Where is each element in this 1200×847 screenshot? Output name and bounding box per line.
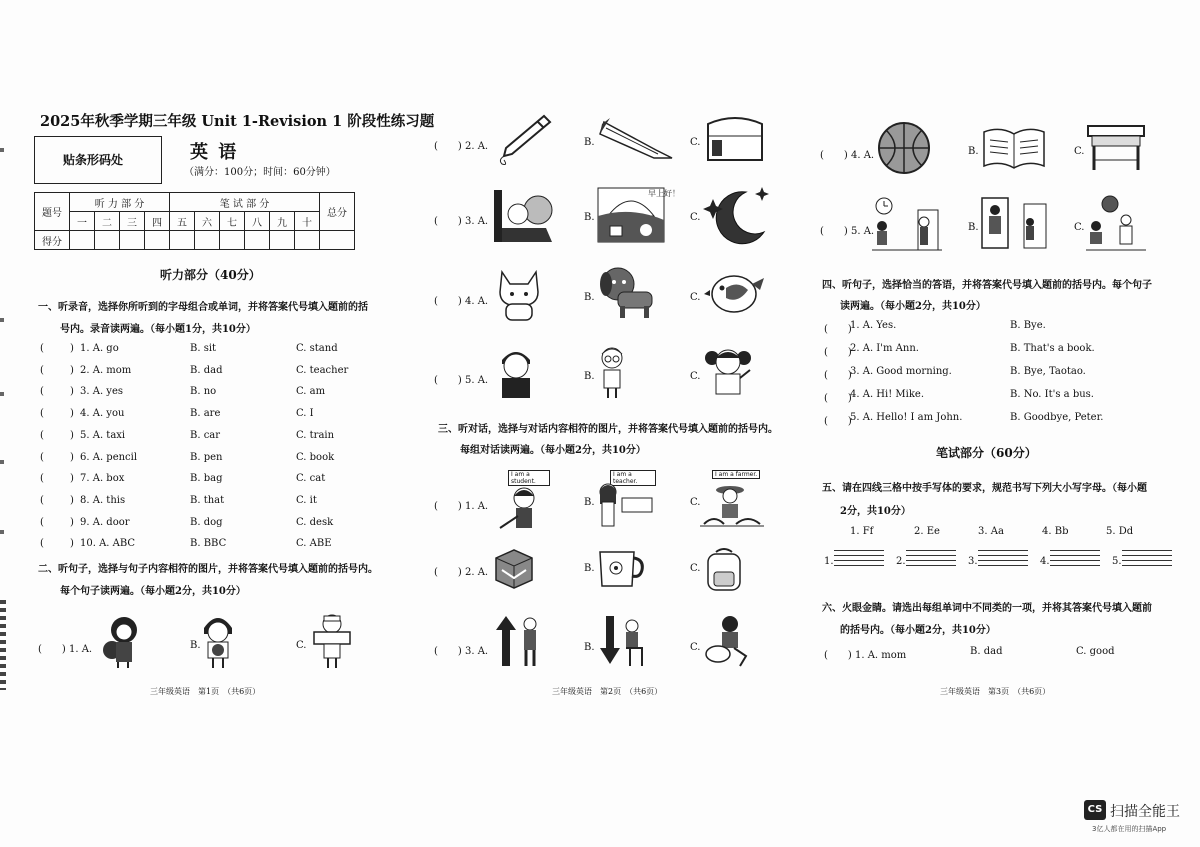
q4-instruction-2: 读两遍。（每小题2分，共10分）: [840, 301, 986, 312]
score-cell[interactable]: [120, 231, 145, 250]
student-bubble: I am a student.: [508, 470, 550, 486]
girl-playing-drum-icon: [702, 612, 752, 668]
letter-prompt: 3. Aa: [978, 526, 1004, 537]
score-cell[interactable]: [295, 231, 320, 250]
answer-bracket-close[interactable]: ): [70, 516, 74, 528]
score-cell[interactable]: [145, 231, 170, 250]
line-number: 1.: [824, 556, 834, 567]
q2-instruction: 二、听句子，选择与句子内容相符的图片，并将答案代号填入题前的括号内。: [38, 564, 378, 575]
scanner-watermark: [1084, 800, 1194, 840]
cup-icon: [596, 546, 646, 590]
option-c-label: C.: [690, 497, 701, 508]
boy-holding-sign-icon: [310, 612, 354, 668]
answer-bracket-close[interactable]: ): [70, 451, 74, 463]
answer-bracket[interactable]: ( ): [824, 416, 852, 427]
answer-bracket-close[interactable]: ): [70, 386, 74, 398]
kids-clock-door-icon: [872, 196, 942, 252]
sit-down-icon: [596, 612, 646, 668]
option-c-label: C.: [690, 292, 701, 303]
answer-bracket-close[interactable]: ): [70, 408, 74, 420]
option-b: B. BBC: [190, 538, 227, 550]
q2-item-5-p3: ( ) 5. A.: [820, 226, 875, 237]
option-c-label: C.: [1074, 222, 1085, 233]
q6-item-1-b: B. dad: [970, 646, 1003, 657]
option-a: 2. A. mom: [80, 364, 132, 376]
option-b: B. dad: [190, 364, 223, 376]
pencil-icon: [596, 112, 676, 162]
scan-mark: [0, 148, 4, 152]
bird-icon: [702, 264, 766, 320]
answer-bracket-close[interactable]: ): [70, 473, 74, 485]
option-a: 5. A. taxi: [80, 429, 126, 441]
stand-up-icon: [492, 612, 546, 668]
q6-instruction: 六、火眼金睛。请选出每组单词中不同类的一项，并将其答案代号填入题前: [822, 603, 1152, 614]
option-c-label: C.: [690, 563, 701, 574]
line-number: 3.: [968, 556, 978, 567]
option-c: C. I: [296, 408, 314, 420]
line-number: 5.: [1112, 556, 1122, 567]
option-a: 6. A. pencil: [80, 451, 138, 463]
answer-bracket-open[interactable]: (: [40, 429, 44, 441]
scan-mark: [0, 460, 4, 464]
dog-icon: [596, 264, 660, 320]
answer-bracket-close[interactable]: ): [70, 538, 74, 550]
option-b: B. pen: [190, 451, 223, 463]
num-cell: 四: [145, 212, 170, 231]
subject-title: 英 语: [190, 142, 239, 163]
boy-with-glasses-icon: [596, 344, 628, 400]
girl-holding-apple-icon: [100, 612, 142, 668]
q3-item-1: ( ) 1. A.: [434, 501, 489, 512]
writing-header: 笔 试 部 分: [170, 193, 320, 212]
option-a: 10. A. ABC: [80, 538, 136, 550]
option-a: 4. A. Hi! Mike.: [850, 389, 925, 400]
four-line-grid[interactable]: [906, 550, 956, 570]
four-line-grid[interactable]: [834, 550, 884, 570]
pen-icon: [492, 110, 552, 168]
option-a: 4. A. you: [80, 408, 125, 420]
girl-with-fruit-icon: [200, 612, 236, 668]
kids-at-door-icon: [980, 194, 1050, 252]
four-line-grid[interactable]: [978, 550, 1028, 570]
option-c-label: C.: [690, 642, 701, 653]
answer-bracket[interactable]: ( ): [824, 347, 852, 358]
answer-bracket-open[interactable]: (: [40, 408, 44, 420]
option-b: B. no: [190, 386, 217, 398]
teacher-bubble: I am a teacher.: [610, 470, 656, 486]
letter-prompt: 5. Dd: [1106, 526, 1134, 537]
score-cell[interactable]: [95, 231, 120, 250]
barcode-box: [34, 136, 162, 184]
score-table: [34, 192, 355, 250]
option-a: 9. A. door: [80, 516, 130, 528]
score-cell[interactable]: [220, 231, 245, 250]
barcode-label: 贴条形码处: [63, 153, 124, 167]
farmer-picture: [700, 470, 764, 530]
option-c: C. ABE: [296, 538, 332, 550]
option-c: C. train: [296, 429, 335, 441]
option-a: 1. A. go: [80, 343, 119, 354]
answer-bracket-open[interactable]: (: [40, 494, 44, 506]
option-b-label: B.: [968, 146, 979, 157]
score-cell[interactable]: [70, 231, 95, 250]
writing-heading: 笔试部分（60分）: [936, 446, 1037, 460]
answer-bracket-open[interactable]: (: [40, 516, 44, 528]
q6-instruction-2: 的括号内。（每小题2分，共10分）: [840, 625, 996, 636]
option-b: B. dog: [190, 516, 223, 528]
q4-instruction: 四、听句子，选择恰当的答语，并将答案代号填入题前的括号内。每个句子: [822, 280, 1152, 291]
q1-instruction-2: 号内。录音读两遍。（每小题1分，共10分）: [60, 324, 256, 335]
num-cell: 七: [220, 212, 245, 231]
answer-bracket-open[interactable]: (: [40, 343, 44, 354]
q2-item-4-p3: ( ) 4. A.: [820, 150, 875, 161]
option-b: B. Bye.: [1010, 320, 1046, 331]
letter-prompt: 4. Bb: [1042, 526, 1069, 537]
letter-prompt: 1. Ff: [850, 526, 874, 537]
answer-bracket-close[interactable]: ): [70, 364, 74, 376]
scan-edge-marks: [0, 600, 6, 690]
moon-stars-icon: [702, 186, 772, 246]
student-icon: [490, 480, 550, 530]
option-c-label: C.: [690, 212, 701, 223]
boy-sleeping-at-desk-icon: [492, 188, 556, 244]
option-b: B. are: [190, 408, 221, 420]
q5-instruction: 五、请在四线三格中按手写体的要求，规范书写下列大小写字母。（每小题: [822, 483, 1147, 494]
option-b: B. bag: [190, 473, 223, 485]
scan-mark: [0, 318, 4, 322]
option-b: B. that: [190, 494, 225, 506]
answer-bracket-open[interactable]: (: [40, 364, 44, 376]
row-label: 得分: [35, 231, 70, 250]
num-cell: 九: [270, 212, 295, 231]
pencil-case-icon: [702, 112, 768, 166]
scan-mark: [0, 392, 4, 396]
answer-bracket-open[interactable]: (: [40, 473, 44, 485]
option-a: 8. A. this: [80, 494, 126, 506]
option-c-label: C.: [296, 640, 307, 651]
teacher-icon: [596, 480, 656, 530]
option-c: C. cat: [296, 473, 326, 485]
option-c: C. stand: [296, 343, 338, 354]
cat-icon: [494, 266, 544, 322]
sunrise-morning-icon: [596, 186, 680, 244]
option-b-label: B.: [584, 371, 595, 382]
exam-title: 2025年秋季学期三年级 Unit 1-Revision 1 阶段性练习题: [40, 113, 435, 130]
option-c-label: C.: [690, 137, 701, 148]
col-label: 题号: [35, 193, 70, 231]
option-c-label: C.: [690, 371, 701, 382]
option-c: C. am: [296, 386, 326, 398]
option-a: 2. A. I'm Ann.: [850, 343, 919, 354]
option-b-label: B.: [584, 642, 595, 653]
open-book-icon: [982, 126, 1046, 170]
option-b: B. Bye, Taotao.: [1010, 366, 1086, 377]
option-b-label: B.: [584, 137, 595, 148]
total-label: 总分: [320, 193, 355, 231]
schoolbag-icon: [702, 546, 746, 592]
q2-instruction-2: 每个句子读两遍。（每小题2分，共10分）: [60, 586, 246, 597]
option-b-label: B.: [968, 222, 979, 233]
option-c: C. teacher: [296, 364, 349, 376]
num-cell: 五: [170, 212, 195, 231]
listening-header: 听 力 部 分: [70, 193, 170, 212]
q2-item-4: ( ) 4. A.: [434, 296, 489, 307]
score-cell[interactable]: [270, 231, 295, 250]
score-cell[interactable]: [245, 231, 270, 250]
score-cell[interactable]: [195, 231, 220, 250]
option-b-label: B.: [584, 563, 595, 574]
option-b: B. car: [190, 429, 221, 441]
student-picture: [490, 470, 550, 530]
farmer-bubble: I am a farmer.: [712, 470, 760, 479]
option-c: C. desk: [296, 516, 334, 528]
line-number: 2.: [896, 556, 906, 567]
option-b: B. That's a book.: [1010, 343, 1095, 354]
watermark-tagline: 3亿人都在用的扫描App: [1092, 825, 1167, 833]
q3-instruction-2: 每组对话读两遍。（每小题2分，共10分）: [460, 445, 646, 456]
option-b-label: B.: [584, 292, 595, 303]
q3-item-2: ( ) 2. A.: [434, 567, 489, 578]
option-a: 3. A. yes: [80, 386, 123, 398]
answer-bracket-close[interactable]: ): [70, 429, 74, 441]
desk-icon: [1086, 122, 1146, 172]
num-cell: 三: [120, 212, 145, 231]
option-b-label: B.: [584, 497, 595, 508]
option-b-label: B.: [190, 640, 201, 651]
option-b: B. sit: [190, 343, 217, 354]
option-b: B. Goodbye, Peter.: [1010, 412, 1104, 423]
answer-bracket[interactable]: ( ): [824, 370, 852, 381]
q6-item-1: ( ) 1. A. mom: [824, 650, 907, 661]
answer-bracket[interactable]: ( ): [824, 393, 852, 404]
option-b-label: B.: [584, 212, 595, 223]
scan-mark: [0, 530, 4, 534]
teacher-picture: [596, 470, 656, 530]
num-cell: 六: [195, 212, 220, 231]
num-cell: 十: [295, 212, 320, 231]
four-line-grid[interactable]: [1050, 550, 1100, 570]
q3-instruction: 三、听对话，选择与对话内容相符的图片，并将答案代号填入题前的括号内。: [438, 424, 778, 435]
q2-item-2: ( ) 2. A.: [434, 141, 489, 152]
answer-bracket-close[interactable]: ): [70, 343, 74, 354]
answer-bracket-open[interactable]: (: [40, 538, 44, 550]
line-number: 4.: [1040, 556, 1050, 567]
answer-bracket[interactable]: ( ): [824, 324, 852, 335]
farmer-icon: [700, 480, 764, 530]
camscanner-logo: CS: [1084, 800, 1106, 820]
basketball-icon: [876, 120, 932, 176]
letter-prompt: 2. Ee: [914, 526, 940, 537]
num-cell: 二: [95, 212, 120, 231]
q5-instruction-2: 2分，共10分）: [840, 506, 911, 517]
option-c-label: C.: [1074, 146, 1085, 157]
box-icon: [492, 546, 536, 590]
listening-heading: 听力部分（40分）: [160, 268, 261, 282]
girl-waving-icon: [702, 344, 754, 400]
q3-item-3: ( ) 3. A.: [434, 646, 489, 657]
num-cell: 八: [245, 212, 270, 231]
option-a: 5. A. Hello! I am John.: [850, 412, 963, 423]
page2-footer: 三年级英语 第2页 （共6页）: [552, 687, 663, 696]
watermark-brand: 扫描全能王: [1110, 804, 1180, 820]
morning-bubble: 早上好！: [648, 189, 680, 198]
answer-bracket-open[interactable]: (: [40, 451, 44, 463]
answer-bracket-open[interactable]: (: [40, 386, 44, 398]
score-time: （满分：100分；时间：60分钟）: [184, 167, 336, 178]
q6-item-1-c: C. good: [1076, 646, 1115, 657]
four-line-grid[interactable]: [1122, 550, 1172, 570]
q2-item-5: ( ) 5. A.: [434, 375, 489, 386]
option-a: 3. A. Good morning.: [850, 366, 952, 377]
kids-clock-icon: [1086, 194, 1146, 252]
q1-instruction: 一、听录音，选择你所听到的字母组合或单词，并将答案代号填入题前的括: [38, 302, 368, 313]
num-cell: 一: [70, 212, 95, 231]
answer-bracket-close[interactable]: ): [70, 494, 74, 506]
score-cell[interactable]: [320, 231, 355, 250]
page1-footer: 三年级英语 第1页 （共6页）: [150, 687, 261, 696]
q2-item-3: ( ) 3. A.: [434, 216, 489, 227]
q2-item-1: ( ) 1. A.: [38, 644, 93, 655]
score-cell[interactable]: [170, 231, 195, 250]
option-c: C. book: [296, 451, 335, 463]
boy-icon: [494, 344, 538, 400]
option-c: C. it: [296, 494, 317, 506]
option-a: 1. A. Yes.: [850, 320, 897, 331]
option-a: 7. A. box: [80, 473, 125, 485]
option-b: B. No. It's a bus.: [1010, 389, 1094, 400]
page3-footer: 三年级英语 第3页 （共6页）: [940, 687, 1051, 696]
